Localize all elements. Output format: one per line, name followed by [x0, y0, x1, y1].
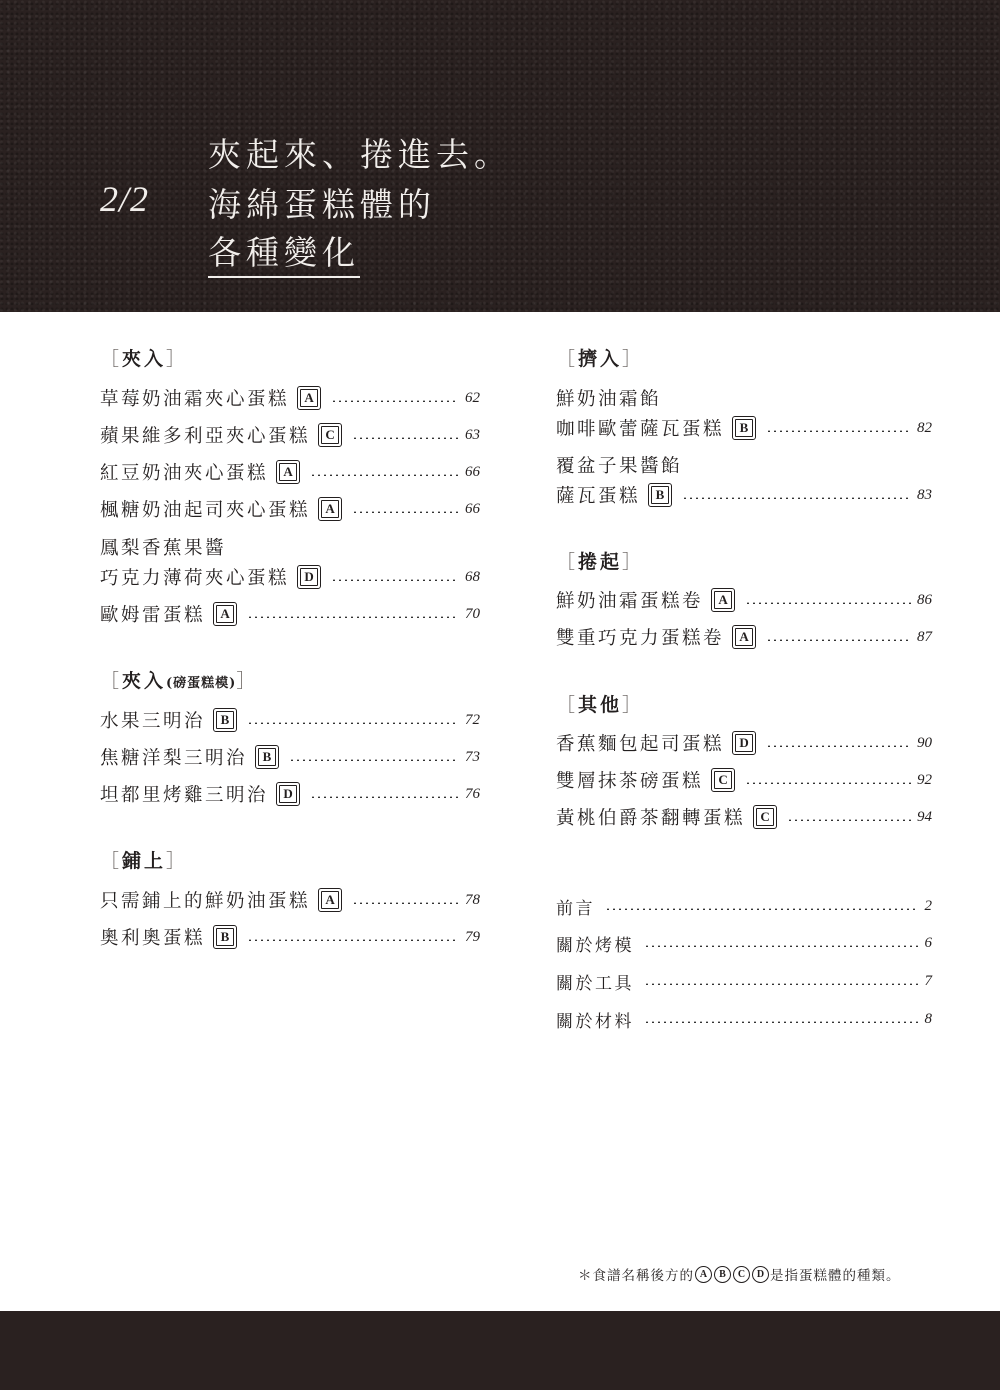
- toc-entry-general[interactable]: [556, 891, 932, 921]
- toc-entry-line1: [556, 450, 932, 480]
- entry-title: 關於材料: [556, 1011, 634, 1032]
- section-label-qi-ta: ［其他］: [556, 694, 645, 716]
- dot-leader: [289, 759, 459, 761]
- toc-entry[interactable]: [556, 413, 932, 443]
- entry-title-line1: 覆盆子果醬餡: [556, 456, 683, 477]
- dot-leader: [605, 908, 919, 910]
- dot-leader: [644, 945, 919, 947]
- dot-leader: [247, 939, 459, 941]
- cake-type-badge: A: [318, 497, 342, 521]
- dot-leader: [766, 430, 911, 432]
- entry-title: 雙重巧克力蛋糕卷: [556, 628, 725, 649]
- section-label-text: 夾入: [122, 670, 167, 692]
- cake-type-badge: C: [711, 768, 735, 792]
- page-number: 76: [465, 785, 480, 802]
- toc-entry-line1: [556, 383, 932, 413]
- entry-title: 楓糖奶油起司夾心蛋糕: [100, 500, 311, 521]
- toc-entry[interactable]: [556, 480, 932, 510]
- entry-title: 草莓奶油霜夾心蛋糕: [100, 389, 290, 410]
- toc-entry[interactable]: [100, 779, 480, 809]
- cake-type-badge: D: [276, 782, 300, 806]
- toc-entry-general[interactable]: [556, 966, 932, 996]
- page-number: 79: [465, 928, 480, 945]
- toc-entry[interactable]: [556, 585, 932, 615]
- toc-entry[interactable]: [556, 728, 932, 758]
- dot-leader: [352, 437, 459, 439]
- toc-entry[interactable]: [556, 765, 932, 795]
- page-number: 72: [465, 711, 480, 728]
- section-label-text: 擠入: [578, 348, 623, 370]
- page-number: 63: [465, 426, 480, 443]
- section-label-jia-ru: ［夾入］: [100, 348, 189, 370]
- dot-leader: [745, 602, 911, 604]
- page-number: 7: [924, 972, 932, 989]
- page-number: 94: [917, 808, 932, 825]
- entry-title: 關於烤模: [556, 935, 634, 956]
- toc-entry[interactable]: [100, 562, 480, 592]
- section-sublabel: (磅蛋糕模): [166, 676, 237, 691]
- page-number: 2: [924, 897, 932, 914]
- toc-entry[interactable]: [100, 457, 480, 487]
- toc-entry[interactable]: [100, 383, 480, 413]
- dot-leader: [787, 819, 911, 821]
- section-label-pu-shang: ［鋪上］: [100, 850, 189, 872]
- dot-leader: [745, 782, 911, 784]
- dot-leader: [766, 745, 911, 747]
- entry-title-line1: 鳳梨香蕉果醬: [100, 538, 227, 559]
- footnote-badge: D: [752, 1266, 769, 1283]
- page-number: 6: [924, 934, 932, 951]
- dot-leader: [331, 400, 459, 402]
- cake-type-badge: D: [297, 565, 321, 589]
- dot-leader: [644, 1021, 919, 1023]
- dot-leader: [766, 639, 911, 641]
- entry-title: 奧利奧蛋糕: [100, 928, 206, 949]
- title-line-1: 夾起來、捲進去。: [208, 135, 512, 174]
- toc-entry-general[interactable]: [556, 1004, 932, 1034]
- entry-title: 雙層抹茶磅蛋糕: [556, 771, 704, 792]
- entry-title: 水果三明治: [100, 711, 206, 732]
- entry-title-line1: 鮮奶油霜餡: [556, 389, 662, 410]
- footer-band: [0, 1311, 1000, 1390]
- cake-type-badge: A: [297, 386, 321, 410]
- toc-entry[interactable]: [100, 742, 480, 772]
- entry-title: 紅豆奶油夾心蛋糕: [100, 463, 269, 484]
- toc-entry[interactable]: [100, 922, 480, 952]
- toc-entry[interactable]: [100, 599, 480, 629]
- cake-type-badge: B: [255, 745, 279, 769]
- entry-title: 關於工具: [556, 973, 634, 994]
- footnote-suffix: 是指蛋糕體的種類。: [770, 1268, 901, 1284]
- cake-type-badge: D: [732, 731, 756, 755]
- toc-entry-general[interactable]: [556, 928, 932, 958]
- section-label-text: 捲起: [578, 551, 623, 573]
- entry-title: 咖啡歐蕾薩瓦蛋糕: [556, 419, 725, 440]
- toc-entry[interactable]: [100, 885, 480, 915]
- toc-entry[interactable]: [100, 705, 480, 735]
- header-banner: [0, 0, 1000, 312]
- cake-type-badge: A: [711, 588, 735, 612]
- page-number: 68: [465, 568, 480, 585]
- cake-type-badge: C: [318, 423, 342, 447]
- cake-type-badge: A: [213, 602, 237, 626]
- cake-type-badge: A: [318, 888, 342, 912]
- footnote-badge: C: [733, 1266, 750, 1283]
- toc-entry[interactable]: [100, 420, 480, 450]
- entry-title: 歐姆雷蛋糕: [100, 605, 206, 626]
- section-label-text: 鋪上: [122, 850, 167, 872]
- footnote-prefix: ＊食譜名稱後方的: [578, 1268, 694, 1284]
- dot-leader: [247, 616, 459, 618]
- cake-type-badge: B: [213, 925, 237, 949]
- page-number: 83: [917, 486, 932, 503]
- dot-leader: [682, 497, 911, 499]
- page-number: 86: [917, 591, 932, 608]
- page-number: 87: [917, 628, 932, 645]
- entry-title: 鮮奶油霜蛋糕卷: [556, 591, 704, 612]
- footnote: [578, 1264, 901, 1284]
- toc-entry[interactable]: [100, 494, 480, 524]
- cake-type-badge: A: [276, 460, 300, 484]
- entry-title: 香蕉麵包起司蛋糕: [556, 734, 725, 755]
- cake-type-badge: B: [732, 416, 756, 440]
- dot-leader: [310, 796, 459, 798]
- toc-entry[interactable]: [556, 622, 932, 652]
- entry-title: 薩瓦蛋糕: [556, 486, 641, 507]
- page-number: 78: [465, 891, 480, 908]
- entry-title: 焦糖洋梨三明治: [100, 748, 248, 769]
- entry-title: 巧克力薄荷夾心蛋糕: [100, 568, 290, 589]
- section-label-text: 其他: [578, 694, 623, 716]
- entry-title: 前言: [556, 898, 595, 919]
- section-label-text: 夾入: [122, 348, 167, 370]
- page-number: 8: [924, 1010, 932, 1027]
- page-number: 90: [917, 734, 932, 751]
- page-number: 92: [917, 771, 932, 788]
- page-number: 66: [465, 500, 480, 517]
- page-number: 62: [465, 389, 480, 406]
- volume-number: 2/2: [100, 179, 150, 219]
- cake-type-badge: B: [213, 708, 237, 732]
- title-line-3: 各種變化: [208, 231, 360, 278]
- cake-type-badge: B: [648, 483, 672, 507]
- section-label-ji-ru: ［擠入］: [556, 348, 645, 370]
- entry-title: 只需鋪上的鮮奶油蛋糕: [100, 891, 311, 912]
- page-number: 82: [917, 419, 932, 436]
- entry-title: 坦都里烤雞三明治: [100, 785, 269, 806]
- section-label-jia-ru-pound: ［夾入(磅蛋糕模)］: [100, 670, 259, 692]
- dot-leader: [352, 511, 459, 513]
- footnote-badge: B: [714, 1266, 731, 1283]
- cake-type-badge: A: [732, 625, 756, 649]
- page-number: 70: [465, 605, 480, 622]
- dot-leader: [352, 902, 459, 904]
- toc-entry-line1: [100, 532, 480, 562]
- entry-title: 黃桃伯爵茶翻轉蛋糕: [556, 808, 746, 829]
- entry-title: 蘋果維多利亞夾心蛋糕: [100, 426, 311, 447]
- page-number: 73: [465, 748, 480, 765]
- dot-leader: [247, 722, 459, 724]
- footnote-badge: A: [695, 1266, 712, 1283]
- page-number: 66: [465, 463, 480, 480]
- title-line-2: 海綿蛋糕體的: [208, 185, 436, 224]
- dot-leader: [310, 474, 459, 476]
- toc-entry[interactable]: [556, 802, 932, 832]
- section-label-juan-qi: ［捲起］: [556, 551, 645, 573]
- cake-type-badge: C: [753, 805, 777, 829]
- dot-leader: [644, 983, 919, 985]
- dot-leader: [331, 579, 459, 581]
